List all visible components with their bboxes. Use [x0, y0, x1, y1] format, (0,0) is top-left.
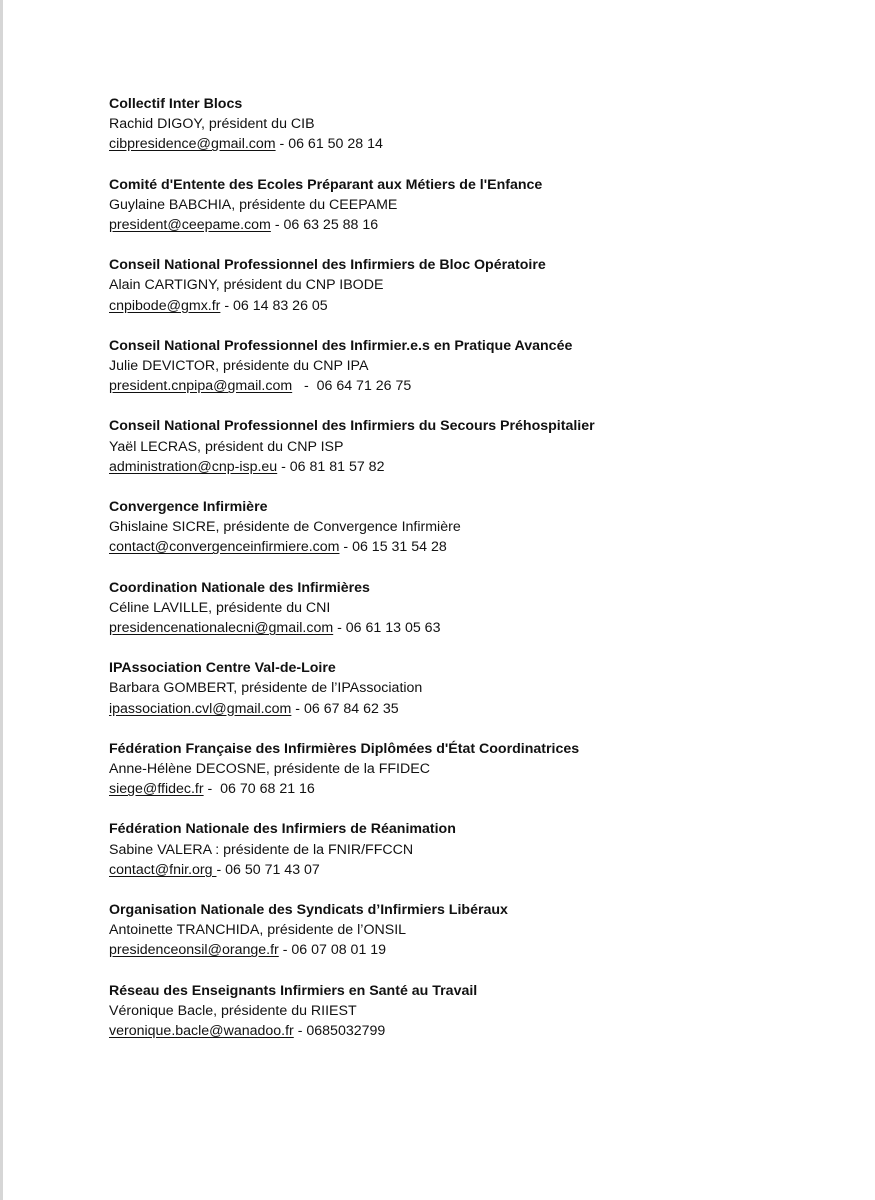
phone-number: 06 15 31 54 28 — [352, 539, 447, 556]
email-link[interactable]: presidencenationalecni@gmail.com — [109, 619, 334, 636]
contact-entry — [109, 981, 849, 1042]
president-line: Véronique Bacle, présidente du RIIEST — [109, 1002, 357, 1019]
contact-line — [109, 457, 849, 477]
email-link[interactable]: contact@convergenceinfirmiere.com — [109, 539, 340, 556]
contact-line — [109, 779, 849, 799]
phone-number: 06 81 81 57 82 — [289, 458, 385, 475]
organization-name: Conseil National Professionnel des Infirmiers du Secours Préhospitalier — [109, 418, 595, 435]
contact-line — [109, 618, 849, 638]
page-left-edge — [0, 0, 3, 1200]
contact-entry — [109, 175, 849, 236]
contact-line — [109, 537, 849, 557]
phone-number: 06 67 84 62 35 — [303, 700, 399, 717]
separator: - — [203, 781, 221, 798]
separator: - — [292, 378, 317, 395]
president-line: Guylaine BABCHIA, présidente du CEEPAME — [109, 196, 398, 213]
phone-number: 06 07 08 01 19 — [291, 942, 387, 959]
phone-number: 0685032799 — [306, 1022, 386, 1039]
separator: - — [270, 217, 284, 233]
separator: - — [216, 861, 226, 878]
email-link[interactable]: president@ceepame.com — [109, 217, 271, 233]
email-link[interactable]: presidenceonsil@orange.fr — [109, 942, 279, 959]
email-link[interactable]: cnpibode@gmx.fr — [109, 297, 221, 314]
phone-number: 06 61 13 05 63 — [345, 619, 441, 636]
email-link[interactable]: administration@cnp-isp.eu — [109, 458, 278, 475]
president-line: Anne-Hélène DECOSNE, présidente de la FFIDEC — [109, 760, 430, 777]
president-line: Barbara GOMBERT, présidente de l’IPAssociation — [109, 680, 423, 697]
contact-entry — [109, 578, 849, 639]
email-link[interactable]: contact@fnir.org — [109, 861, 217, 878]
contact-line — [109, 940, 849, 960]
president-line: Yaël LECRAS, président du CNP ISP — [109, 438, 344, 455]
organization-name: Fédération Française des Infirmières Diplômées d'État Coordinatrices — [109, 740, 580, 757]
separator: - — [278, 942, 292, 959]
contact-line — [109, 376, 849, 396]
organization-name: Réseau des Enseignants Infirmiers en Santé au Travail — [109, 982, 478, 999]
separator: - — [277, 458, 290, 475]
president-line: Ghislaine SICRE, présidente de Convergence Infirmière — [109, 519, 461, 536]
organization-name: Fédération Nationale des Infirmiers de Réanimation — [109, 821, 456, 838]
president-line: Julie DEVICTOR, présidente du CNP IPA — [109, 357, 369, 374]
separator: - — [333, 619, 346, 636]
contact-line — [109, 699, 849, 719]
president-line: Rachid DIGOY, président du CIB — [109, 116, 315, 133]
organization-name: Conseil National Professionnel des Infirmiers de Bloc Opératoire — [109, 257, 546, 274]
contact-entry — [109, 255, 849, 316]
contact-entry — [109, 336, 849, 397]
president-line: Alain CARTIGNY, président du CNP IBODE — [109, 277, 384, 294]
organization-name: IPAssociation Centre Val-de-Loire — [109, 660, 336, 677]
organization-name: Coordination Nationale des Infirmières — [109, 579, 370, 596]
contact-entry — [109, 739, 849, 800]
separator: - — [275, 136, 289, 153]
organization-name: Conseil National Professionnel des Infirmier.e.s en Pratique Avancée — [109, 337, 573, 354]
phone-number: 06 63 25 88 16 — [283, 217, 379, 233]
organization-name: Organisation Nationale des Syndicats d’Infirmiers Libéraux — [109, 901, 508, 918]
email-link[interactable]: veronique.bacle@wanadoo.fr — [109, 1022, 294, 1039]
contact-entry — [109, 497, 849, 558]
email-link[interactable]: president.cnpipa@gmail.com — [109, 378, 293, 395]
contact-line — [109, 215, 849, 235]
email-link[interactable]: siege@ffidec.fr — [109, 781, 204, 798]
contact-line — [109, 134, 849, 154]
phone-number: 06 61 50 28 14 — [288, 136, 383, 153]
contact-entry — [109, 658, 849, 719]
contact-line — [109, 296, 849, 316]
separator: - — [339, 539, 353, 556]
separator: - — [220, 297, 234, 314]
contact-line — [109, 1021, 849, 1041]
phone-number: 06 70 68 21 16 — [220, 781, 315, 798]
contact-entry — [109, 416, 849, 477]
email-link[interactable]: cibpresidence@gmail.com — [109, 136, 276, 153]
contact-line — [109, 860, 849, 880]
separator: - — [293, 1022, 307, 1039]
contact-list — [109, 94, 849, 1061]
separator: - — [291, 700, 304, 717]
contact-entry — [109, 819, 849, 880]
president-line: Antoinette TRANCHIDA, présidente de l’ONSIL — [109, 922, 407, 939]
contact-entry — [109, 94, 849, 155]
president-line: Sabine VALERA : présidente de la FNIR/FFCCN — [109, 841, 414, 858]
phone-number: 06 50 71 43 07 — [225, 861, 320, 878]
email-link[interactable]: ipassociation.cvl@gmail.com — [109, 700, 292, 717]
organization-name: Convergence Infirmière — [109, 498, 268, 515]
organization-name: Comité d'Entente des Ecoles Préparant aux Métiers de l'Enfance — [109, 176, 543, 193]
organization-name: Collectif Inter Blocs — [109, 96, 243, 112]
contact-entry — [109, 900, 849, 961]
president-line: Céline LAVILLE, présidente du CNI — [109, 599, 331, 616]
phone-number: 06 14 83 26 05 — [233, 297, 328, 314]
phone-number: 06 64 71 26 75 — [316, 378, 412, 395]
